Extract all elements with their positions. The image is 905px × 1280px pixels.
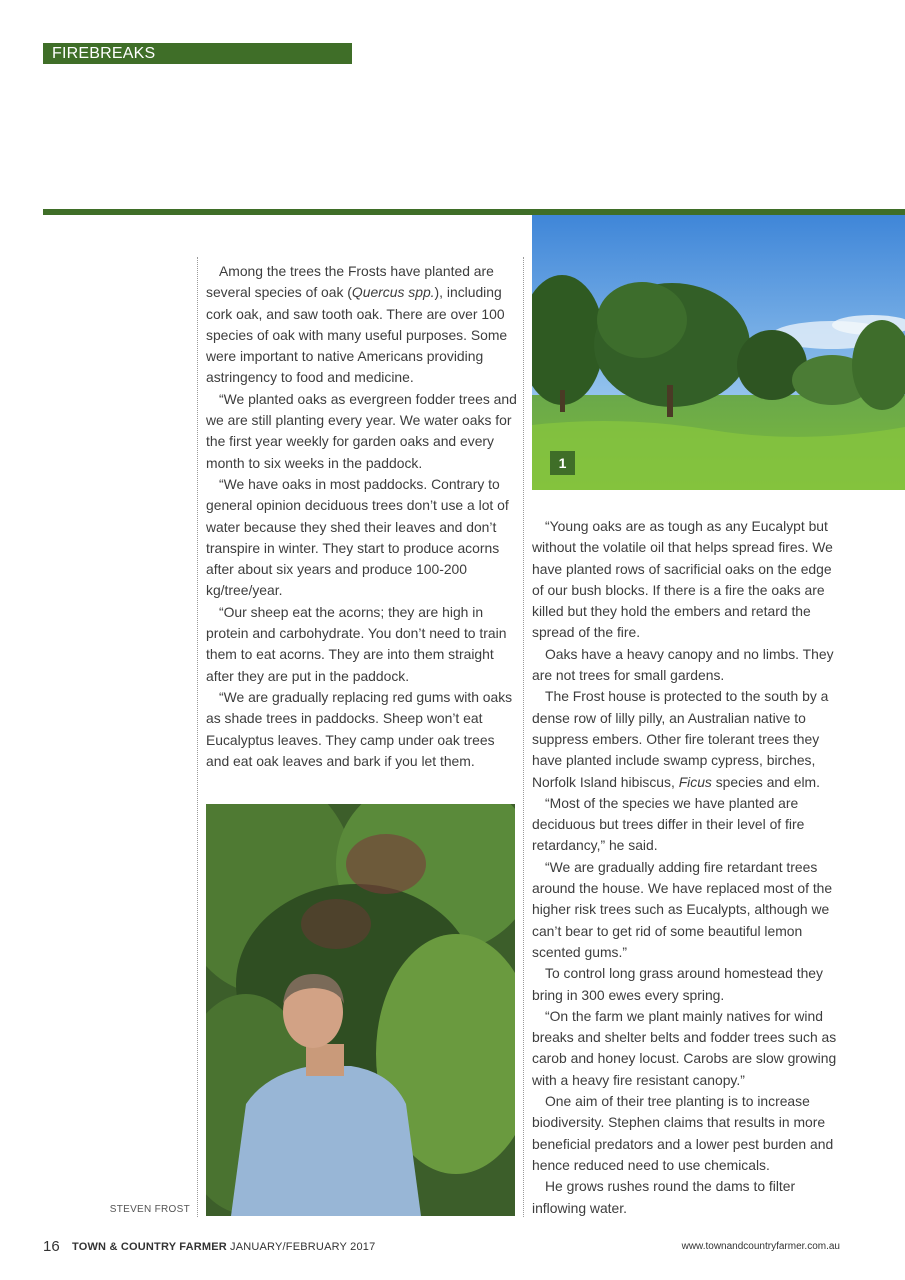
paragraph: “We planted oaks as evergreen fodder trees and we are still planting every year. We water oaks for the first year weekly for garden oaks and every month to six weeks in the paddock. — [206, 390, 517, 471]
paragraph: “Our sheep eat the acorns; they are high in protein and carbohydrate. You don’t need to train them to eat acorns. They are into them straight after they are put in the paddock. — [206, 603, 507, 684]
paragraph: “We are gradually adding fire retardant trees around the house. We have replaced most of the higher risk trees such as Eucalypts, although we can’t bear to get rid of some beautiful lemon scented gums.” — [532, 858, 833, 960]
article-column-left — [206, 261, 518, 772]
paragraph: Among the trees the Frosts have planted are several species of oak (Quercus spp.), including cork oak, and saw tooth oak. There are over 100 species of oak with many useful purposes. Some were important to native Americans providing astringency to food and medicine. — [206, 263, 508, 386]
column-divider-left — [197, 257, 198, 1217]
column-divider-middle — [523, 257, 524, 1217]
paragraph: “Young oaks are as tough as any Eucalypt but without the volatile oil that helps spread fires. We have planted rows of sacrificial oaks on the edge of our bush blocks. If there is a fire the oaks are killed but they hold the embers and retard the spread of the fire. — [532, 518, 833, 641]
page-footer — [43, 1238, 843, 1258]
article-column-right — [532, 516, 844, 1219]
issue-date: JANUARY/FEBRUARY 2017 — [230, 1241, 376, 1253]
paragraph: “On the farm we plant mainly natives for wind breaks and shelter belts and fodder trees such as carob and honey locust. Carobs are slow growing with a heavy fire resistant canopy.” — [532, 1007, 837, 1088]
oak-paddock-photo — [532, 215, 905, 490]
paragraph: To control long grass around homestead they bring in 300 ewes every spring. — [532, 965, 823, 1003]
paragraph: Oaks have a heavy canopy and no limbs. They are not trees for small gardens. — [532, 645, 834, 684]
paragraph: One aim of their tree planting is to increase biodiversity. Stephen claims that results in more beneficial predators and a lower pest burden and hence reduced need to use chemicals. — [532, 1093, 834, 1173]
paragraph: “We have oaks in most paddocks. Contrary to general opinion deciduous trees don’t use a lot of water because they shed their leaves and don’t transpire in winter. They start to produce acorns after about six years and produce 100-200 kg/tree/year. — [206, 475, 509, 599]
page-number: 16 — [43, 1238, 60, 1255]
section-label: FIREBREAKS — [43, 43, 352, 64]
paragraph: He grows rushes round the dams to filter inflowing water. — [532, 1178, 796, 1216]
steven-frost-portrait — [206, 804, 515, 1216]
website-url: www.townandcountryfarmer.com.au — [681, 1241, 840, 1252]
photo-caption: STEVEN FROST — [109, 1204, 190, 1215]
photo-number-badge: 1 — [550, 451, 575, 475]
paragraph: “We are gradually replacing red gums with oaks as shade trees in paddocks. Sheep won’t eat Eucalyptus leaves. They camp under oak trees and eat oak leaves and bark if you let them. — [206, 688, 513, 769]
paragraph: The Frost house is protected to the south by a dense row of lilly pilly, an Australian native to suppress embers. Other fire tolerant trees they have planted include swamp cypress, birches, Norfolk Island hibiscus, Ficus species and elm. — [532, 688, 829, 790]
publication-name: TOWN & COUNTRY FARMER — [72, 1241, 227, 1253]
paragraph: “Most of the species we have planted are deciduous but trees differ in their level of fire retardancy,” he said. — [532, 794, 805, 854]
